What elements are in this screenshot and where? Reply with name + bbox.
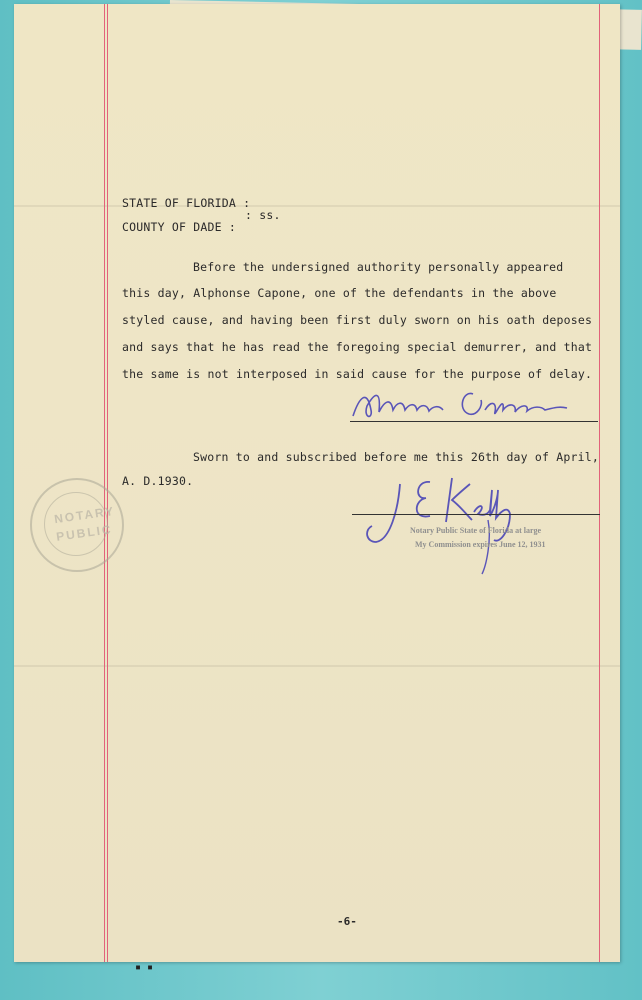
left-margin-line-2 <box>107 4 108 962</box>
body-line-3: styled cause, and having been first duly sworn on his oath deposes <box>122 313 593 327</box>
notary-stamp-line-1: Notary Public State of Florida at large <box>410 526 542 535</box>
body-line-2: this day, Alphonse Capone, one of the defendants in the above <box>122 286 557 300</box>
right-margin-line <box>599 4 600 962</box>
page-number: -6- <box>337 915 357 928</box>
body-line-4: and says that he has read the foregoing special demurrer, and that <box>122 340 593 354</box>
capone-signature <box>345 380 585 430</box>
body-line-1: Before the undersigned authority personally appeared <box>193 260 564 274</box>
notary-stamp-line-2: My Commission expires June 12, 1931 <box>415 540 546 549</box>
notary-seal <box>30 478 124 572</box>
venue-state: STATE OF FLORIDA : <box>122 196 251 210</box>
venue-county: COUNTY OF DADE : <box>122 220 236 234</box>
jurat-line-1: Sworn to and subscribed before me this 26th day of April, <box>193 450 600 464</box>
notary-signature-line <box>352 514 600 515</box>
notary-signature <box>360 470 530 580</box>
venue-ss: : ss. <box>245 208 281 222</box>
jurat-line-2: A. D.1930. <box>122 474 194 488</box>
capone-signature-line <box>350 421 598 422</box>
body-line-5: the same is not interposed in said cause for the purpose of delay. <box>122 367 593 381</box>
left-margin-line <box>104 4 105 962</box>
bottom-marks: ▪ ▪ <box>135 962 154 973</box>
seal-word-2: PUBLIC <box>55 522 114 544</box>
seal-word-1: NOTARY <box>53 503 117 527</box>
